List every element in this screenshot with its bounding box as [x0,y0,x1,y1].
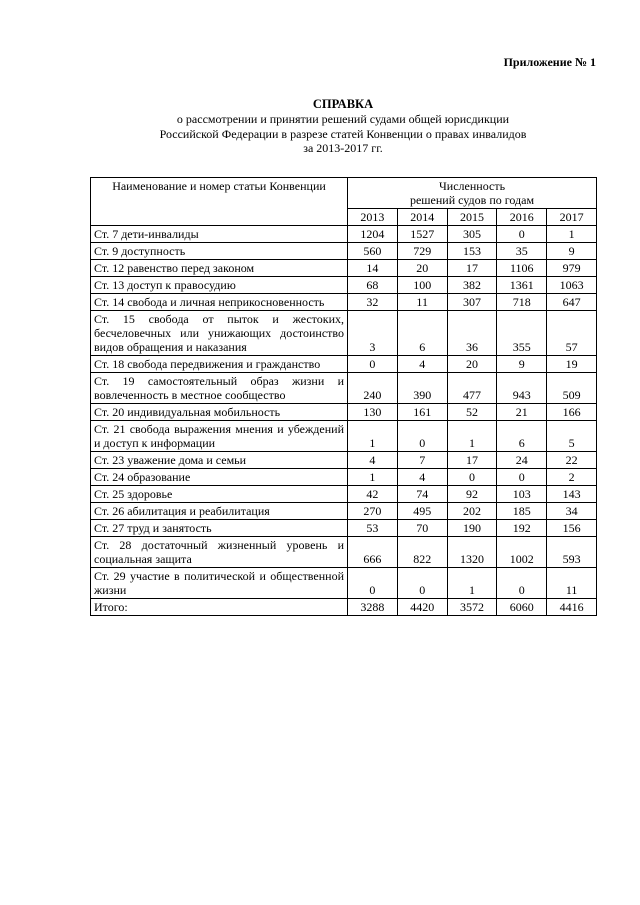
statistics-table [90,177,597,616]
year-value-cell: 822 [397,536,447,567]
article-name-cell: Ст. 9 доступность [91,242,348,259]
year-value-cell: 1 [547,225,597,242]
year-value-cell: 1106 [497,259,547,276]
article-name-cell: Ст. 15 свобода от пыток и жестоких, бесчеловечных или унижающих достоинство видов обращения и наказания [91,310,348,355]
year-value-cell: 477 [447,372,497,403]
year-value-cell: 1 [348,468,398,485]
year-value-cell: 36 [447,310,497,355]
table-row [91,468,597,485]
table-header [91,177,597,225]
year-header: 2017 [547,208,597,225]
document-subtitle-line-3: за 2013-2017 гг. [303,141,383,155]
year-value-cell: 21 [497,403,547,420]
year-value-cell: 7 [397,451,447,468]
year-value-cell: 68 [348,276,398,293]
year-value-cell: 6 [397,310,447,355]
year-value-cell: 666 [348,536,398,567]
article-name-cell: Ст. 29 участие в политической и общественной жизни [91,567,348,598]
year-value-cell: 593 [547,536,597,567]
year-value-cell: 4 [397,355,447,372]
year-value-cell: 4 [348,451,398,468]
year-value-cell: 1361 [497,276,547,293]
year-value-cell: 2 [547,468,597,485]
table-row [91,485,597,502]
year-value-cell: 9 [497,355,547,372]
year-value-cell: 729 [397,242,447,259]
article-name-cell: Ст. 27 труд и занятость [91,519,348,536]
year-value-cell: 0 [348,567,398,598]
year-value-cell: 305 [447,225,497,242]
year-value-cell: 1320 [447,536,497,567]
year-value-cell: 1063 [547,276,597,293]
document-subtitle-line-2: Российской Федерации в разрезе статей Конвенции о правах инвалидов [159,126,527,141]
year-value-cell: 270 [348,502,398,519]
table-row [91,420,597,451]
year-value-cell: 130 [348,403,398,420]
year-value-cell: 1 [447,567,497,598]
year-value-cell: 495 [397,502,447,519]
year-value-cell: 560 [348,242,398,259]
table-row [91,242,597,259]
year-value-cell: 57 [547,310,597,355]
year-value-cell: 185 [497,502,547,519]
table-row [91,293,597,310]
table-row [91,567,597,598]
column-header-article: Наименование и номер статьи Конвенции [91,177,348,225]
year-value-cell: 32 [348,293,398,310]
year-value-cell: 20 [397,259,447,276]
article-name-cell: Ст. 18 свобода передвижения и гражданство [91,355,348,372]
appendix-label: Приложение № 1 [503,55,596,69]
year-value-cell: 382 [447,276,497,293]
year-value-cell: 307 [447,293,497,310]
year-value-cell: 0 [497,225,547,242]
year-value-cell: 192 [497,519,547,536]
year-value-cell: 240 [348,372,398,403]
year-value-cell: 1204 [348,225,398,242]
total-value-cell: 4420 [397,598,447,615]
title-block [90,97,596,156]
table-row [91,536,597,567]
year-value-cell: 6 [497,420,547,451]
year-value-cell: 1527 [397,225,447,242]
year-value-cell: 0 [397,567,447,598]
year-value-cell: 74 [397,485,447,502]
table-row [91,355,597,372]
table-body [91,225,597,615]
year-value-cell: 0 [348,355,398,372]
year-value-cell: 943 [497,372,547,403]
count-header-line-2: решений судов по годам [409,192,535,207]
year-value-cell: 17 [447,451,497,468]
article-name-cell: Ст. 12 равенство перед законом [91,259,348,276]
year-value-cell: 92 [447,485,497,502]
year-value-cell: 5 [547,420,597,451]
table-row [91,451,597,468]
year-value-cell: 143 [547,485,597,502]
table-row [91,502,597,519]
year-header: 2014 [397,208,447,225]
year-value-cell: 0 [447,468,497,485]
year-value-cell: 647 [547,293,597,310]
year-value-cell: 103 [497,485,547,502]
year-value-cell: 24 [497,451,547,468]
total-value-cell: 4416 [547,598,597,615]
year-value-cell: 100 [397,276,447,293]
year-value-cell: 53 [348,519,398,536]
table-row [91,519,597,536]
total-label-cell: Итого: [91,598,348,615]
year-value-cell: 17 [447,259,497,276]
article-name-cell: Ст. 26 абилитация и реабилитация [91,502,348,519]
year-header: 2016 [497,208,547,225]
column-header-counts [348,177,597,208]
article-name-cell: Ст. 13 доступ к правосудию [91,276,348,293]
year-value-cell: 1 [348,420,398,451]
article-name-cell: Ст. 7 дети-инвалиды [91,225,348,242]
year-value-cell: 390 [397,372,447,403]
year-value-cell: 979 [547,259,597,276]
total-value-cell: 3572 [447,598,497,615]
year-value-cell: 202 [447,502,497,519]
year-value-cell: 718 [497,293,547,310]
year-value-cell: 0 [497,468,547,485]
year-value-cell: 70 [397,519,447,536]
year-value-cell: 9 [547,242,597,259]
table-row [91,225,597,242]
year-value-cell: 42 [348,485,398,502]
year-value-cell: 22 [547,451,597,468]
article-name-cell: Ст. 28 достаточный жизненный уровень и социальная защита [91,536,348,567]
article-name-cell: Ст. 25 здоровье [91,485,348,502]
year-value-cell: 52 [447,403,497,420]
article-name-cell: Ст. 23 уважение дома и семьи [91,451,348,468]
year-value-cell: 3 [348,310,398,355]
article-name-cell: Ст. 24 образование [91,468,348,485]
year-value-cell: 190 [447,519,497,536]
table-row [91,276,597,293]
year-value-cell: 11 [397,293,447,310]
header-row [91,177,597,208]
year-value-cell: 19 [547,355,597,372]
table-row [91,372,597,403]
year-value-cell: 509 [547,372,597,403]
year-value-cell: 355 [497,310,547,355]
year-value-cell: 1002 [497,536,547,567]
article-name-cell: Ст. 21 свобода выражения мнения и убеждений и доступ к информации [91,420,348,451]
year-value-cell: 20 [447,355,497,372]
article-name-cell: Ст. 14 свобода и личная неприкосновенность [91,293,348,310]
total-value-cell: 3288 [348,598,398,615]
year-value-cell: 0 [397,420,447,451]
year-value-cell: 153 [447,242,497,259]
count-header-line-1: Численность [439,178,506,193]
year-value-cell: 11 [547,567,597,598]
total-value-cell: 6060 [497,598,547,615]
year-value-cell: 35 [497,242,547,259]
year-value-cell: 166 [547,403,597,420]
document-title: СПРАВКА [312,97,374,111]
year-value-cell: 4 [397,468,447,485]
year-value-cell: 0 [497,567,547,598]
table-row [91,403,597,420]
year-header: 2015 [447,208,497,225]
year-value-cell: 156 [547,519,597,536]
year-value-cell: 161 [397,403,447,420]
year-value-cell: 34 [547,502,597,519]
table-row [91,310,597,355]
year-value-cell: 14 [348,259,398,276]
table-row [91,259,597,276]
article-name-cell: Ст. 19 самостоятельный образ жизни и вовлеченность в местное сообщество [91,372,348,403]
year-value-cell: 1 [447,420,497,451]
document-subtitle-line-1: о рассмотрении и принятии решений судами общей юрисдикции [176,112,510,126]
article-name-cell: Ст. 20 индивидуальная мобильность [91,403,348,420]
year-header: 2013 [348,208,398,225]
total-row [91,598,597,615]
